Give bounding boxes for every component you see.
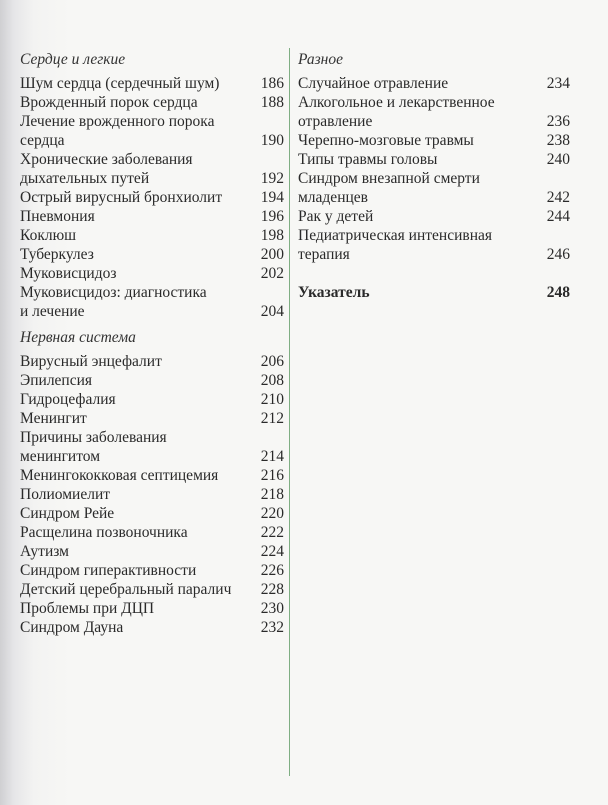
toc-entry[interactable] (20, 283, 284, 321)
toc-entry-title: Лечение врожденного порока (20, 113, 215, 130)
toc-page-number: 222 (260, 524, 284, 541)
toc-entry-title: Проблемы при ДЦП (20, 600, 155, 617)
toc-page-number: 216 (260, 467, 284, 484)
toc-entry-title: Шум сердца (сердечный шум) (20, 75, 220, 92)
section-heading: Сердце и легкие (20, 51, 126, 68)
toc-entry-title: Расщелина позвоночника (20, 524, 188, 541)
section-gap (20, 321, 284, 328)
toc-entry[interactable] (20, 428, 284, 466)
toc-entry[interactable] (298, 226, 570, 264)
toc-entry[interactable] (20, 504, 284, 523)
toc-page-number: 186 (260, 75, 284, 92)
toc-entry[interactable] (20, 580, 284, 599)
toc-entry[interactable] (20, 93, 284, 112)
toc-entry-title: Синдром внезапной смерти (298, 170, 480, 187)
toc-entry[interactable] (20, 245, 284, 264)
toc-entry-title: Типы травмы головы (298, 151, 438, 168)
toc-page-number: 232 (260, 619, 284, 636)
toc-entry-title: Полиомиелит (20, 486, 111, 503)
toc-entry-title: Менингит (20, 410, 87, 427)
toc-page-number: 244 (546, 208, 570, 225)
toc-page-number: 218 (260, 486, 284, 503)
toc-entry-title: младенцев (298, 189, 368, 206)
toc-entry[interactable] (20, 112, 284, 150)
toc-entry-title: Аутизм (20, 543, 69, 560)
toc-entry[interactable] (20, 390, 284, 409)
toc-page-number: 236 (546, 113, 570, 130)
toc-entry-title: и лечение (20, 303, 85, 320)
toc-entry[interactable] (20, 542, 284, 561)
toc-entry-title: отравление (298, 113, 373, 130)
toc-entry[interactable] (20, 188, 284, 207)
toc-entry-title: менингитом (20, 448, 101, 465)
section-heading: Нервная система (20, 329, 136, 346)
toc-page-number: 200 (260, 246, 284, 263)
toc-entry-title: Хронические заболевания (20, 151, 193, 168)
toc-page-number: 228 (260, 581, 284, 598)
toc-page-number: 196 (260, 208, 284, 225)
toc-entry[interactable] (20, 226, 284, 245)
toc-page-number: 204 (260, 303, 284, 320)
toc-page-number: 226 (260, 562, 284, 579)
toc-page-number: 238 (546, 132, 570, 149)
toc-entry[interactable] (20, 371, 284, 390)
toc-page-number: 208 (260, 372, 284, 389)
toc-entry-title: Острый вирусный бронхиолит (20, 189, 223, 206)
toc-entry[interactable] (298, 169, 570, 207)
toc-entry-title: Причины заболевания (20, 429, 167, 446)
toc-page-number: 198 (260, 227, 284, 244)
toc-entry-title: Пневмония (20, 208, 95, 225)
toc-entry-title: Менингококковая септицемия (20, 467, 219, 484)
toc-entry-title: Педиатрическая интенсивная (298, 227, 492, 244)
toc-entry-title: дыхательных путей (20, 170, 150, 187)
toc-entry-title: Коклюш (20, 227, 77, 244)
toc-entry-title: Эпилепсия (20, 372, 93, 389)
toc-page-number: 212 (260, 410, 284, 427)
toc-entry-title: Гидроцефалия (20, 391, 116, 408)
toc-entry[interactable] (298, 131, 570, 150)
column-divider (289, 48, 290, 776)
toc-page-number: 202 (260, 265, 284, 282)
toc-entry-title: Синдром гиперактивности (20, 562, 197, 579)
toc-entry-title: Вирусный энцефалит (20, 353, 162, 370)
toc-page-number: 230 (260, 600, 284, 617)
index-page-number: 248 (546, 284, 570, 301)
toc-page-number: 188 (260, 94, 284, 111)
toc-entry-title: терапия (298, 246, 350, 263)
toc-entry[interactable] (20, 74, 284, 93)
toc-entry-index[interactable] (298, 283, 570, 302)
toc-entry[interactable] (20, 466, 284, 485)
toc-page-number: 240 (546, 151, 570, 168)
toc-entry-title: сердца (20, 132, 65, 149)
toc-entry-title: Врожденный порок сердца (20, 94, 198, 111)
toc-entry[interactable] (298, 207, 570, 226)
toc-entry[interactable] (20, 561, 284, 580)
toc-page-number: 194 (260, 189, 284, 206)
index-spacer (298, 264, 570, 283)
toc-column-right (298, 50, 570, 302)
toc-entry-title: Рак у детей (298, 208, 374, 225)
toc-entry[interactable] (20, 352, 284, 371)
toc-page-number: 246 (546, 246, 570, 263)
toc-page-number: 214 (260, 448, 284, 465)
toc-entry[interactable] (20, 523, 284, 542)
toc-entry[interactable] (20, 485, 284, 504)
toc-entry-title: Туберкулез (20, 246, 94, 263)
print-speck (170, 476, 210, 492)
toc-entry[interactable] (20, 150, 284, 188)
toc-page-number: 234 (546, 75, 570, 92)
toc-entry[interactable] (298, 150, 570, 169)
toc-page-number: 220 (260, 505, 284, 522)
toc-entry[interactable] (298, 93, 570, 131)
toc-page-number: 210 (260, 391, 284, 408)
toc-entry-title: Алкогольное и лекарственное (298, 94, 495, 111)
toc-entry-title: Синдром Дауна (20, 619, 124, 636)
index-label: Указатель (298, 284, 370, 301)
section-heading: Разное (298, 51, 343, 68)
toc-entry-title: Синдром Рейе (20, 505, 115, 522)
toc-page-number: 206 (260, 353, 284, 370)
toc-entry[interactable] (20, 618, 284, 637)
toc-column-left (20, 50, 284, 637)
toc-entry-title: Детский церебральный паралич (20, 581, 232, 598)
toc-entry[interactable] (20, 409, 284, 428)
toc-entry-title: Случайное отравление (298, 75, 449, 92)
toc-entry[interactable] (298, 74, 570, 93)
toc-page-number: 192 (260, 170, 284, 187)
toc-entry-title: Муковисцидоз: диагностика (20, 284, 207, 301)
toc-entry[interactable] (20, 207, 284, 226)
toc-page-number: 224 (260, 543, 284, 560)
toc-entry-title: Муковисцидоз (20, 265, 117, 282)
toc-entry[interactable] (20, 264, 284, 283)
toc-entry-title: Черепно-мозговые травмы (298, 132, 474, 149)
toc-page-number: 242 (546, 189, 570, 206)
toc-entry[interactable] (20, 599, 284, 618)
toc-page-number: 190 (260, 132, 284, 149)
